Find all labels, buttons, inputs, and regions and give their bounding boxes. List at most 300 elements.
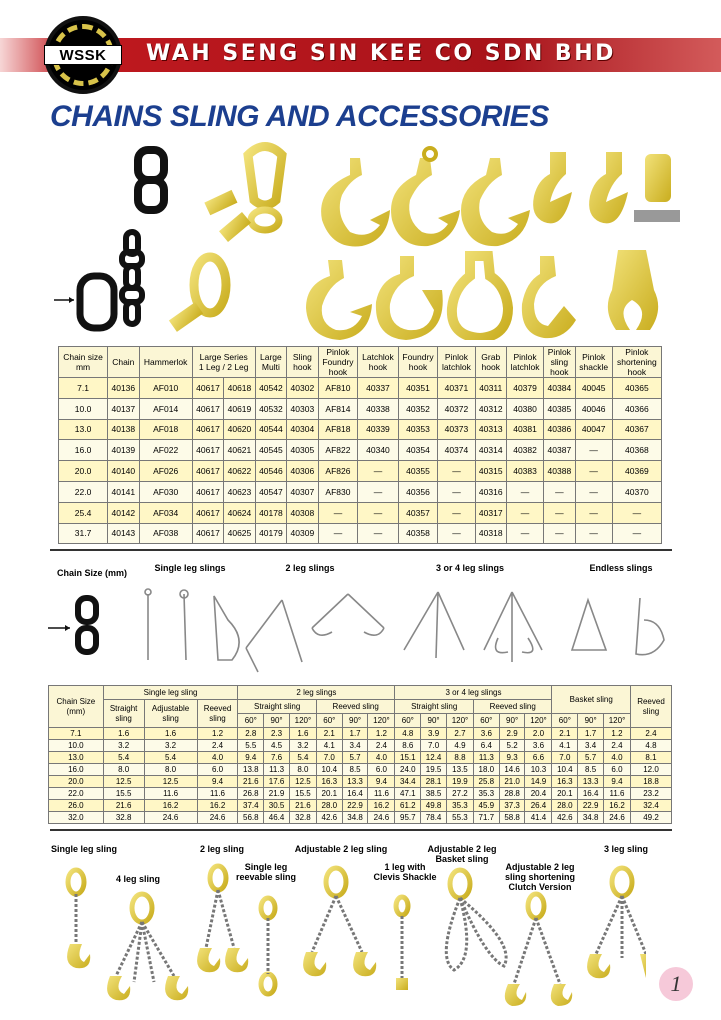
table-cell: 3.2 <box>289 740 316 752</box>
table-cell: 19.5 <box>421 764 447 776</box>
table-cell: 10.4 <box>552 764 578 776</box>
table-cell: 16.2 <box>368 800 395 812</box>
table-cell: 1.2 <box>368 728 395 740</box>
table-cell: 40142 <box>108 502 139 523</box>
table-row <box>49 800 672 812</box>
table-cell: 24.6 <box>604 812 631 824</box>
table-cell: 22.9 <box>342 800 368 812</box>
table-cell: 40618 <box>224 378 255 399</box>
table-header: Pinlok latchlok <box>438 347 475 378</box>
table-row <box>59 502 662 523</box>
table-cell: 40136 <box>108 378 139 399</box>
table-cell: 40617 <box>192 502 223 523</box>
table-cell: 21.6 <box>289 800 316 812</box>
table-cell: 8.1 <box>630 752 671 764</box>
table-cell: 3.9 <box>421 728 447 740</box>
table-header: Pinlok latchlok <box>506 347 543 378</box>
table-cell: 11.6 <box>144 788 197 800</box>
table-cell: 40312 <box>475 398 506 419</box>
table-cell: AF010 <box>139 378 192 399</box>
table-cell: 16.4 <box>342 788 368 800</box>
sling-products-illustration <box>46 858 646 1008</box>
table-cell: 27.2 <box>446 788 473 800</box>
table-cell: 40373 <box>438 419 475 440</box>
table-cell: 2.1 <box>552 728 578 740</box>
company-name: WAH SENG SIN KEE CO SDN BHD <box>146 41 616 66</box>
table-cell: 7.0 <box>316 752 342 764</box>
table-cell: 40623 <box>224 481 255 502</box>
table-row <box>49 752 672 764</box>
table-cell: 42.6 <box>552 812 578 824</box>
table-cell: — <box>575 502 612 523</box>
table-cell: 40387 <box>544 440 575 461</box>
table-cell: 16.2 <box>197 800 238 812</box>
table-cell: 16.2 <box>604 800 631 812</box>
table-header: Hammerlok <box>139 347 192 378</box>
table-cell: 9.4 <box>604 776 631 788</box>
table-cell: 40356 <box>398 481 438 502</box>
angle-header: 60° <box>395 714 421 728</box>
table-cell: 40625 <box>224 523 255 544</box>
table-header: 2 leg slings <box>238 686 395 700</box>
table-cell: — <box>544 523 575 544</box>
table-cell: 40316 <box>475 481 506 502</box>
three-four-leg-slings-label: 3 or 4 leg slings <box>435 563 505 573</box>
table-header: Reeved sling <box>630 686 671 728</box>
table-cell: — <box>544 481 575 502</box>
table-cell: — <box>438 523 475 544</box>
table-cell: 1.2 <box>604 728 631 740</box>
table-cell: 38.5 <box>421 788 447 800</box>
angle-header: 120° <box>604 714 631 728</box>
two-leg-slings-label: 2 leg slings <box>285 563 335 573</box>
table-cell: 1.7 <box>342 728 368 740</box>
table-cell: 3.6 <box>525 740 552 752</box>
table-cell: — <box>358 461 398 482</box>
table-cell: 40617 <box>192 481 223 502</box>
table-cell: — <box>575 481 612 502</box>
table-cell: 24.0 <box>395 764 421 776</box>
table-cell: 40542 <box>255 378 286 399</box>
table-cell: 40622 <box>224 461 255 482</box>
table-cell: 11.3 <box>473 752 499 764</box>
table-cell: 24.6 <box>368 812 395 824</box>
table-row <box>49 764 672 776</box>
table-cell: 56.8 <box>238 812 264 824</box>
table-cell: 58.8 <box>499 812 525 824</box>
table-cell: 16.3 <box>316 776 342 788</box>
table-header: Straight sling <box>238 700 317 714</box>
sling-load-table <box>48 685 672 824</box>
table-cell: — <box>506 481 543 502</box>
table-cell: 8.5 <box>578 764 604 776</box>
table-cell: 11.6 <box>368 788 395 800</box>
table-cell: AF018 <box>139 419 192 440</box>
table-row <box>49 728 672 740</box>
sling-configurations-illustration <box>40 580 680 680</box>
table-cell: 20.1 <box>316 788 342 800</box>
table-cell: 40617 <box>192 378 223 399</box>
divider <box>50 829 672 831</box>
table-cell: 13.8 <box>238 764 264 776</box>
table-row <box>59 481 662 502</box>
table-cell: 31.7 <box>59 523 108 544</box>
table-header: Chain Size (mm) <box>49 686 104 728</box>
table-cell: 40381 <box>506 419 543 440</box>
table-cell: 13.5 <box>446 764 473 776</box>
table-cell: 28.8 <box>499 788 525 800</box>
table-cell: 11.6 <box>197 788 238 800</box>
table-cell: 40140 <box>108 461 139 482</box>
table-cell: 40308 <box>287 502 318 523</box>
table-cell: 40046 <box>575 398 612 419</box>
table-cell: 4.5 <box>264 740 290 752</box>
table-row <box>59 440 662 461</box>
table-cell: AF810 <box>318 378 358 399</box>
table-cell: 37.3 <box>499 800 525 812</box>
company-logo <box>44 16 122 94</box>
adjustable-two-leg-label: Adjustable 2 leg sling <box>294 844 388 854</box>
single-leg-slings-label: Single leg slings <box>154 563 226 573</box>
table-cell: 2.3 <box>264 728 290 740</box>
angle-header: 60° <box>473 714 499 728</box>
table-cell: 21.0 <box>499 776 525 788</box>
table-cell: 32.0 <box>49 812 104 824</box>
table-cell: 40617 <box>192 398 223 419</box>
table-header: Latchlok hook <box>358 347 398 378</box>
table-cell: 20.0 <box>59 461 108 482</box>
table-cell: 40365 <box>612 378 661 399</box>
table-cell: 40302 <box>287 378 318 399</box>
master-link-icon <box>204 147 282 243</box>
table-cell: 21.6 <box>238 776 264 788</box>
angle-header: 60° <box>316 714 342 728</box>
table-cell: 1.2 <box>197 728 238 740</box>
table-cell: AF822 <box>318 440 358 461</box>
table-header: Foundry hook <box>398 347 438 378</box>
table-cell: 40045 <box>575 378 612 399</box>
table-cell: 40544 <box>255 419 286 440</box>
table-header: Sling hook <box>287 347 318 378</box>
accessories-illustration <box>50 140 680 340</box>
table-cell: 34.8 <box>342 812 368 824</box>
table-cell: 8.6 <box>395 740 421 752</box>
table-header: Basket sling <box>552 686 631 714</box>
table-cell: 55.3 <box>446 812 473 824</box>
divider <box>50 549 672 551</box>
table-cell: 5.4 <box>144 752 197 764</box>
table-cell: — <box>575 440 612 461</box>
table-cell: 22.0 <box>59 481 108 502</box>
table-cell: 35.3 <box>446 800 473 812</box>
table-cell: 16.0 <box>59 440 108 461</box>
table-cell: — <box>506 523 543 544</box>
table-cell: 5.7 <box>342 752 368 764</box>
table-cell: 17.6 <box>264 776 290 788</box>
table-cell: 35.3 <box>473 788 499 800</box>
table-cell: 40179 <box>255 523 286 544</box>
table-cell: 40358 <box>398 523 438 544</box>
table-cell: 6.4 <box>473 740 499 752</box>
single-leg-reevable-label: Single leg reevable sling <box>235 862 297 882</box>
angle-header: 120° <box>368 714 395 728</box>
table-cell: 42.6 <box>316 812 342 824</box>
angle-header: 90° <box>264 714 290 728</box>
table-cell: 5.5 <box>238 740 264 752</box>
table-cell: 10.3 <box>525 764 552 776</box>
table-cell: — <box>612 523 661 544</box>
table-header: 3 or 4 leg slings <box>395 686 552 700</box>
chain-size-label: Chain Size (mm) <box>56 568 127 578</box>
table-cell: AF826 <box>318 461 358 482</box>
table-cell: 24.6 <box>144 812 197 824</box>
table-cell: 1.6 <box>144 728 197 740</box>
table-cell: 11.3 <box>264 764 290 776</box>
table-cell: 40383 <box>506 461 543 482</box>
table-cell: 40546 <box>255 461 286 482</box>
table-cell: 13.0 <box>49 752 104 764</box>
table-cell: — <box>438 481 475 502</box>
table-cell: 8.0 <box>289 764 316 776</box>
table-cell: 2.4 <box>630 728 671 740</box>
table-cell: 4.9 <box>446 740 473 752</box>
table-cell: 40370 <box>612 481 661 502</box>
table-cell: 40351 <box>398 378 438 399</box>
table-cell: 7.1 <box>59 378 108 399</box>
table-cell: 49.2 <box>630 812 671 824</box>
table-cell: 5.7 <box>578 752 604 764</box>
table-row <box>59 398 662 419</box>
angle-header: 90° <box>499 714 525 728</box>
angle-header: 120° <box>289 714 316 728</box>
table-cell: 21.9 <box>264 788 290 800</box>
table-header: Grab hook <box>475 347 506 378</box>
table-cell: 40372 <box>438 398 475 419</box>
table-cell: AF014 <box>139 398 192 419</box>
angle-header: 120° <box>525 714 552 728</box>
table-header: Large Multi <box>255 347 286 378</box>
table-cell: 3.2 <box>144 740 197 752</box>
table-cell: — <box>318 523 358 544</box>
table-cell: 40138 <box>108 419 139 440</box>
table-cell: 40545 <box>255 440 286 461</box>
table-cell: 26.4 <box>525 800 552 812</box>
table-cell: 1.6 <box>103 728 144 740</box>
table-header: Adjustable sling <box>144 700 197 728</box>
table-cell: 78.4 <box>421 812 447 824</box>
table-cell: 40306 <box>287 461 318 482</box>
angle-header: 90° <box>421 714 447 728</box>
table-cell: 40352 <box>398 398 438 419</box>
table-cell: 45.9 <box>473 800 499 812</box>
table-cell: — <box>544 502 575 523</box>
table-cell: 40385 <box>544 398 575 419</box>
table-cell: 49.8 <box>421 800 447 812</box>
table-cell: — <box>612 502 661 523</box>
table-header: Pinlok Foundry hook <box>318 347 358 378</box>
page-title: CHAINS SLING AND ACCESSORIES <box>50 100 549 133</box>
table-header: Pinlok sling hook <box>544 347 575 378</box>
table-cell: 2.4 <box>197 740 238 752</box>
table-cell: 40317 <box>475 502 506 523</box>
accessories-table <box>58 346 662 544</box>
table-cell: 10.0 <box>59 398 108 419</box>
table-row <box>49 788 672 800</box>
two-leg-sling-label: 2 leg sling <box>199 844 244 854</box>
table-cell: AF026 <box>139 461 192 482</box>
table-cell: 40547 <box>255 481 286 502</box>
table-cell: — <box>438 502 475 523</box>
table-cell: 40386 <box>544 419 575 440</box>
table-cell: 15.5 <box>289 788 316 800</box>
table-cell: 16.4 <box>578 788 604 800</box>
table-cell: 40619 <box>224 398 255 419</box>
table-header: Straight sling <box>395 700 474 714</box>
table-cell: 4.8 <box>395 728 421 740</box>
table-cell: 40141 <box>108 481 139 502</box>
table-cell: 47.1 <box>395 788 421 800</box>
table-cell: 8.0 <box>103 764 144 776</box>
table-cell: — <box>575 461 612 482</box>
table-row <box>59 461 662 482</box>
shortening-clutch-label: Adjustable 2 leg sling shortening Clutch Version <box>504 862 575 892</box>
table-cell: 12.0 <box>630 764 671 776</box>
table-cell: 61.2 <box>395 800 421 812</box>
table-cell: 4.0 <box>368 752 395 764</box>
table-cell: 20.0 <box>49 776 104 788</box>
table-cell: 95.7 <box>395 812 421 824</box>
table-cell: 7.0 <box>552 752 578 764</box>
table-cell: 22.9 <box>578 800 604 812</box>
table-cell: 21.6 <box>103 800 144 812</box>
table-cell: AF022 <box>139 440 192 461</box>
table-cell: 40617 <box>192 461 223 482</box>
table-cell: — <box>438 461 475 482</box>
table-cell: 4.8 <box>630 740 671 752</box>
table-header: Reeved sling <box>316 700 395 714</box>
table-cell: 40355 <box>398 461 438 482</box>
table-cell: 40367 <box>612 419 661 440</box>
table-cell: 41.4 <box>525 812 552 824</box>
table-cell: 40303 <box>287 398 318 419</box>
table-cell: 40369 <box>612 461 661 482</box>
table-cell: 3.6 <box>473 728 499 740</box>
table-cell: 12.5 <box>144 776 197 788</box>
table-cell: 40318 <box>475 523 506 544</box>
table-cell: 40313 <box>475 419 506 440</box>
table-cell: 40137 <box>108 398 139 419</box>
logo-text: WSSK <box>44 45 122 65</box>
table-cell: 19.9 <box>446 776 473 788</box>
table-cell: — <box>358 502 398 523</box>
table-cell: 40337 <box>358 378 398 399</box>
table-cell: 7.6 <box>264 752 290 764</box>
table-cell: 2.4 <box>604 740 631 752</box>
table-row <box>59 523 662 544</box>
table-cell: 16.2 <box>144 800 197 812</box>
table-cell: 40621 <box>224 440 255 461</box>
table-cell: 40366 <box>612 398 661 419</box>
hammerlok-icon <box>138 150 164 210</box>
table-cell: 40617 <box>192 440 223 461</box>
table-cell: 40143 <box>108 523 139 544</box>
table-cell: 9.4 <box>368 776 395 788</box>
table-cell: 34.8 <box>578 812 604 824</box>
table-cell: 40620 <box>224 419 255 440</box>
table-cell: 3.4 <box>342 740 368 752</box>
table-cell: 10.0 <box>49 740 104 752</box>
table-cell: 8.5 <box>342 764 368 776</box>
table-cell: 46.4 <box>264 812 290 824</box>
table-cell: AF038 <box>139 523 192 544</box>
table-cell: 20.1 <box>552 788 578 800</box>
table-cell: 2.8 <box>238 728 264 740</box>
table-cell: 16.3 <box>552 776 578 788</box>
table-cell: 40305 <box>287 440 318 461</box>
table-cell: 4.0 <box>197 752 238 764</box>
table-cell: 25.8 <box>473 776 499 788</box>
table-cell: 40139 <box>108 440 139 461</box>
table-cell: 28.1 <box>421 776 447 788</box>
table-cell: 26.0 <box>49 800 104 812</box>
table-cell: 2.0 <box>525 728 552 740</box>
angle-header: 60° <box>238 714 264 728</box>
table-cell: 12.5 <box>103 776 144 788</box>
table-header: Pinlok shortening hook <box>612 347 661 378</box>
table-cell: — <box>575 523 612 544</box>
table-cell: 2.1 <box>316 728 342 740</box>
table-header: Straight sling <box>103 700 144 728</box>
table-cell: 34.4 <box>395 776 421 788</box>
table-cell: 6.0 <box>604 764 631 776</box>
four-leg-sling-label: 4 leg sling <box>115 874 160 884</box>
table-cell: 11.6 <box>604 788 631 800</box>
table-cell: 23.2 <box>630 788 671 800</box>
table-cell: 40532 <box>255 398 286 419</box>
table-cell: 15.1 <box>395 752 421 764</box>
table-cell: 3.4 <box>578 740 604 752</box>
table-cell: 18.8 <box>630 776 671 788</box>
table-cell: 40371 <box>438 378 475 399</box>
table-cell: 9.4 <box>238 752 264 764</box>
table-cell: 4.0 <box>604 752 631 764</box>
table-cell: 7.1 <box>49 728 104 740</box>
table-cell: 71.7 <box>473 812 499 824</box>
table-cell: 40357 <box>398 502 438 523</box>
table-cell: 4.1 <box>552 740 578 752</box>
single-leg-sling-label: Single leg sling <box>50 844 117 854</box>
table-cell: 40315 <box>475 461 506 482</box>
table-cell: 2.4 <box>368 740 395 752</box>
hooks-row1 <box>321 148 680 246</box>
angle-header: 120° <box>446 714 473 728</box>
table-cell: 6.0 <box>368 764 395 776</box>
table-cell: 37.4 <box>238 800 264 812</box>
table-cell: AF030 <box>139 481 192 502</box>
table-cell: 20.4 <box>525 788 552 800</box>
sling-diagrams <box>145 589 664 672</box>
clevis-shackle-label: 1 leg with Clevis Shackle <box>373 862 437 882</box>
table-header: Single leg sling <box>103 686 238 700</box>
table-cell: 1.7 <box>578 728 604 740</box>
table-cell: 28.0 <box>316 800 342 812</box>
table-cell: 2.7 <box>446 728 473 740</box>
table-cell: AF814 <box>318 398 358 419</box>
table-cell: 5.2 <box>499 740 525 752</box>
table-cell: 9.4 <box>197 776 238 788</box>
table-row <box>49 776 672 788</box>
table-cell: 14.6 <box>499 764 525 776</box>
